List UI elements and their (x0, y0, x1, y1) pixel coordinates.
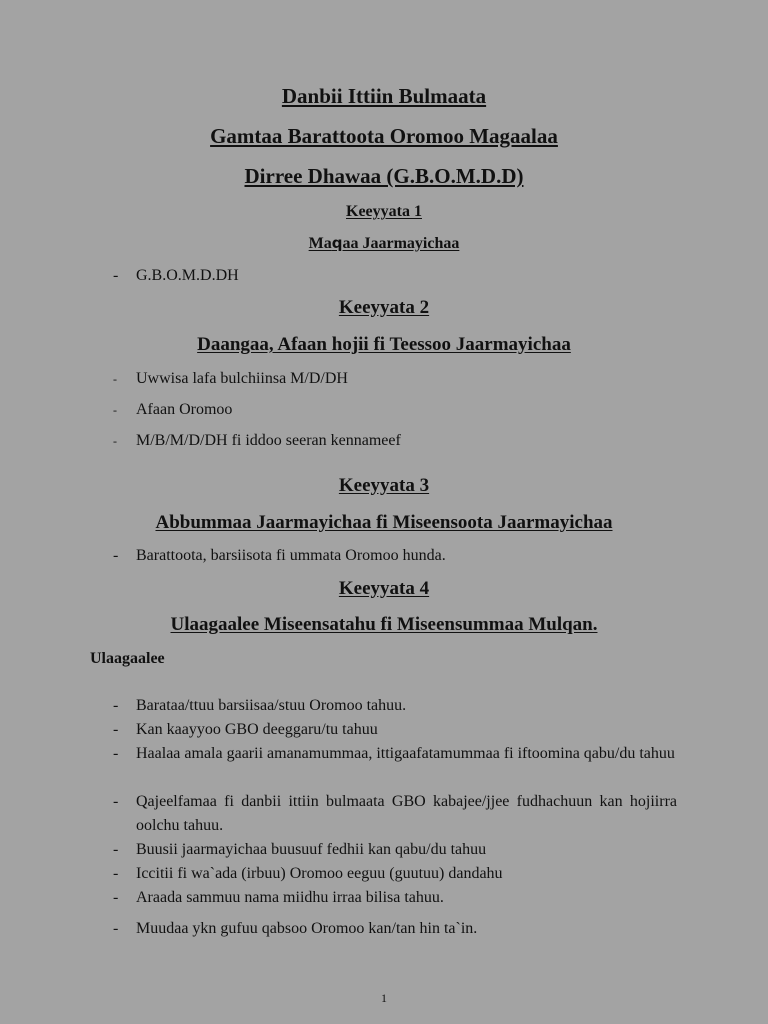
list-dash: - (113, 865, 119, 882)
list-item-text: Barattoota, barsiisota fi ummata Oromoo hunda. (136, 547, 446, 564)
list-dash: - (113, 793, 119, 810)
list-item-text: G.B.O.M.D.DH (136, 267, 239, 284)
article-1-heading: Keeyyata 1 (346, 203, 422, 220)
article-3-subheading: Abbummaa Jaarmayichaa fi Miseensoota Jaarmayichaa (155, 512, 613, 533)
list-item-text: Kan kaayyoo GBO deeggaru/tu tahuu (136, 721, 378, 738)
article-1-subheading (0, 234, 768, 253)
list-dash: - (113, 920, 119, 937)
list-item-text: Afaan Oromoo (136, 401, 233, 418)
list-item-text: Araada sammuu nama miidhu irraa bilisa tahuu. (136, 889, 444, 906)
page-number: 1 (381, 991, 387, 1005)
list-dash: - (113, 267, 119, 284)
article-3-heading: Keeyyata 3 (338, 475, 430, 496)
list-dash: - (113, 721, 119, 738)
document-title-line-2: Gamtaa Barattoota Oromoo Magaalaa (210, 124, 558, 148)
article-2-heading: Keeyyata 2 (338, 297, 430, 318)
list-dash: - (113, 745, 119, 762)
list-dash: - (113, 547, 119, 564)
list-item-text: Barataa/ttuu barsiisaa/stuu Oromoo tahuu. (136, 697, 407, 714)
article-1-subheading-part-2: q (331, 234, 343, 252)
list-dash: - (113, 434, 117, 448)
list-dash: - (113, 889, 119, 906)
list-item-text: Haalaa amala gaarii amanamummaa, ittigaafatamummaa fi iftoomina qabu/du tahuu (136, 745, 675, 762)
article-4-subheading: Ulaagaalee Miseensatahu fi Miseensummaa Mulqan. (170, 614, 598, 635)
article-1-subheading-part-3: aa Jaarmayichaa (342, 235, 460, 252)
list-dash: - (113, 372, 117, 386)
list-item-text: Uwwisa lafa bulchiinsa M/D/DH (136, 370, 348, 387)
list-dash: - (113, 697, 119, 714)
list-item-text: Qajeelfamaa fi danbii ittiin bulmaata GBO kabajee/jjee fudhachuun kan hojiirra oolchu tahuu. (136, 793, 677, 834)
list-item-text: Buusii jaarmayichaa buusuuf fedhii kan qabu/du tahuu (136, 841, 487, 858)
document-title-line-1: Danbii Ittiin Bulmaata (281, 84, 487, 108)
article-1-subheading-part-1: Ma (308, 235, 332, 252)
criteria-label: Ulaagaalee (90, 650, 165, 667)
list-item-text: Muudaa ykn gufuu qabsoo Oromoo kan/tan hin ta`in. (136, 920, 478, 937)
list-dash: - (113, 841, 119, 858)
list-item-text: Iccitii fi wa`ada (irbuu) Oromoo eeguu (guutuu) dandahu (136, 865, 503, 882)
list-item-text: M/B/M/D/DH fi iddoo seeran kennameef (136, 432, 401, 449)
document-title-line-3: Dirree Dhawaa (G.B.O.M.D.D) (244, 164, 524, 188)
article-2-subheading: Daangaa, Afaan hojii fi Teessoo Jaarmayichaa (197, 334, 571, 355)
article-4-heading: Keeyyata 4 (338, 578, 430, 599)
list-dash: - (113, 403, 117, 417)
